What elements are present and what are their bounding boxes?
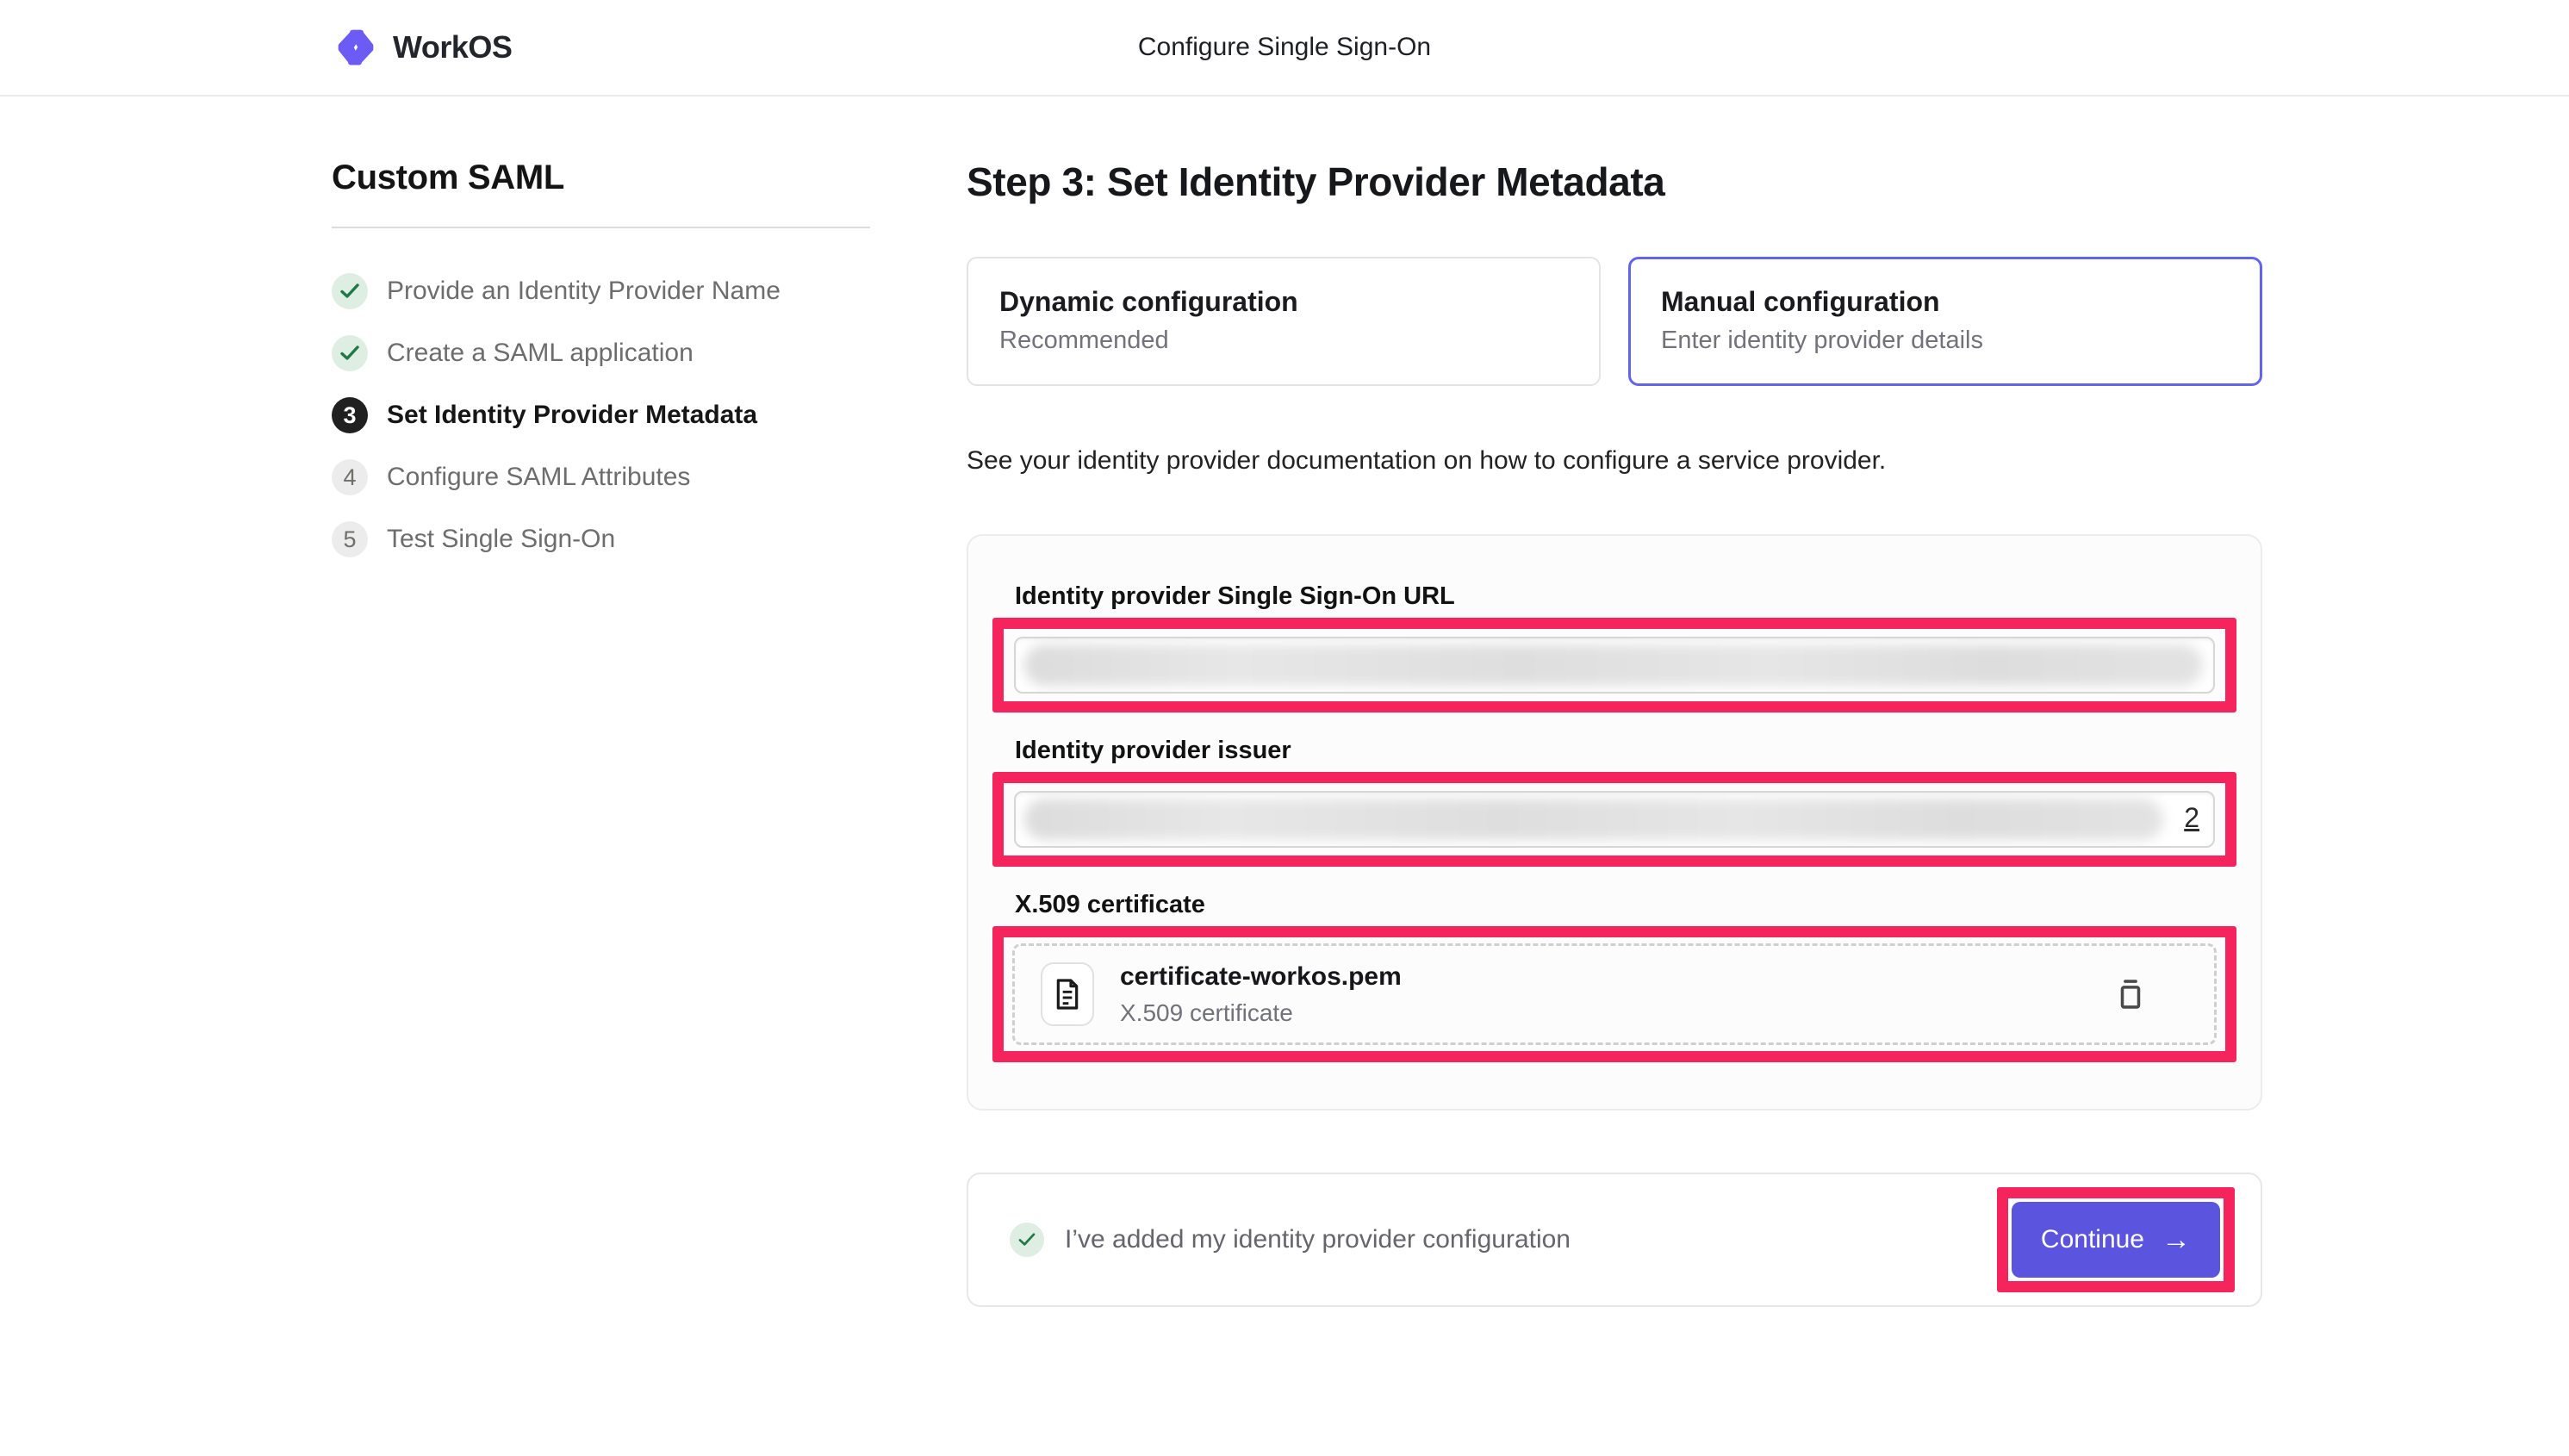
highlight-box-continue — [1997, 1187, 2235, 1292]
sidebar-heading: Custom SAML — [332, 159, 565, 196]
option-subtitle: Recommended — [999, 327, 1169, 354]
step-label: Create a SAML application — [387, 339, 694, 367]
confirmation-bar — [967, 1173, 2262, 1307]
option-title: Dynamic configuration — [999, 286, 1298, 317]
step-number-badge: 4 — [332, 459, 368, 495]
redacted-issuer-value — [1024, 799, 2163, 840]
continue-label: Continue — [2040, 1225, 2144, 1254]
step-item-saml-application[interactable] — [332, 335, 870, 371]
content-area — [332, 96, 2569, 1307]
highlight-box-sso-url — [992, 618, 2236, 712]
highlight-box-certificate — [992, 926, 2236, 1062]
check-icon — [340, 345, 359, 361]
step-heading: Step 3: Set Identity Provider Metadata — [967, 159, 1665, 204]
step-number-badge: 3 — [332, 397, 368, 433]
steps-sidebar — [332, 159, 870, 1307]
brand-name: WorkOS — [393, 29, 513, 65]
option-title: Manual configuration — [1661, 286, 1940, 317]
provider-docs-hint: See your identity provider documentation on how to configure a service provider. — [967, 446, 1887, 475]
step-done-badge — [332, 273, 368, 309]
step-label: Configure SAML Attributes — [387, 463, 691, 491]
sso-url-input[interactable] — [1014, 637, 2215, 694]
configuration-options — [967, 257, 2262, 386]
step-label: Provide an Identity Provider Name — [387, 277, 781, 305]
confirmation-text: I’ve added my identity provider configuration — [1065, 1225, 1571, 1254]
option-subtitle: Enter identity provider details — [1661, 327, 1983, 354]
app-header — [0, 0, 2569, 96]
check-icon — [1018, 1233, 1036, 1247]
step-label: Test Single Sign-On — [387, 525, 616, 553]
dynamic-configuration-card[interactable] — [967, 257, 1601, 386]
manual-configuration-card[interactable] — [1628, 257, 2262, 386]
issuer-label: Identity provider issuer — [1015, 737, 1291, 764]
file-text-icon — [1054, 978, 1081, 1011]
step-item-idp-metadata[interactable] — [332, 397, 870, 433]
issuer-visible-character: 2 — [2184, 802, 2199, 834]
redacted-sso-url-value — [1024, 644, 2203, 686]
certificate-file-name: certificate-workos.pem — [1120, 961, 1402, 991]
certificate-label: X.509 certificate — [1015, 891, 1205, 918]
file-meta — [1120, 962, 2118, 1027]
step-item-test-sso[interactable] — [332, 521, 870, 557]
confirmation-status — [1010, 1223, 1571, 1257]
trash-icon — [2118, 978, 2143, 1011]
step-label: Set Identity Provider Metadata — [387, 401, 758, 429]
step-item-saml-attributes[interactable] — [332, 459, 870, 495]
continue-button[interactable] — [2012, 1202, 2220, 1278]
steps-list — [332, 273, 870, 557]
arrow-right-icon: → — [2162, 1223, 2191, 1256]
page-title: Configure Single Sign-On — [1137, 33, 1432, 61]
certificate-file-type: X.509 certificate — [1120, 999, 1293, 1026]
metadata-form-panel — [967, 534, 2262, 1111]
step-done-badge — [332, 335, 368, 371]
confirmation-check-badge — [1010, 1223, 1044, 1257]
main-content — [967, 159, 2262, 1307]
step-number-badge: 5 — [332, 521, 368, 557]
certificate-dropzone[interactable] — [1012, 943, 2217, 1045]
delete-certificate-button[interactable] — [2118, 978, 2143, 1011]
file-icon-container — [1041, 962, 1094, 1026]
step-item-provider-name[interactable] — [332, 273, 870, 309]
check-icon — [340, 283, 359, 299]
sso-url-label: Identity provider Single Sign-On URL — [1015, 582, 1455, 610]
sidebar-divider — [332, 227, 870, 228]
highlight-box-issuer — [992, 772, 2236, 867]
issuer-input[interactable] — [1014, 791, 2215, 848]
